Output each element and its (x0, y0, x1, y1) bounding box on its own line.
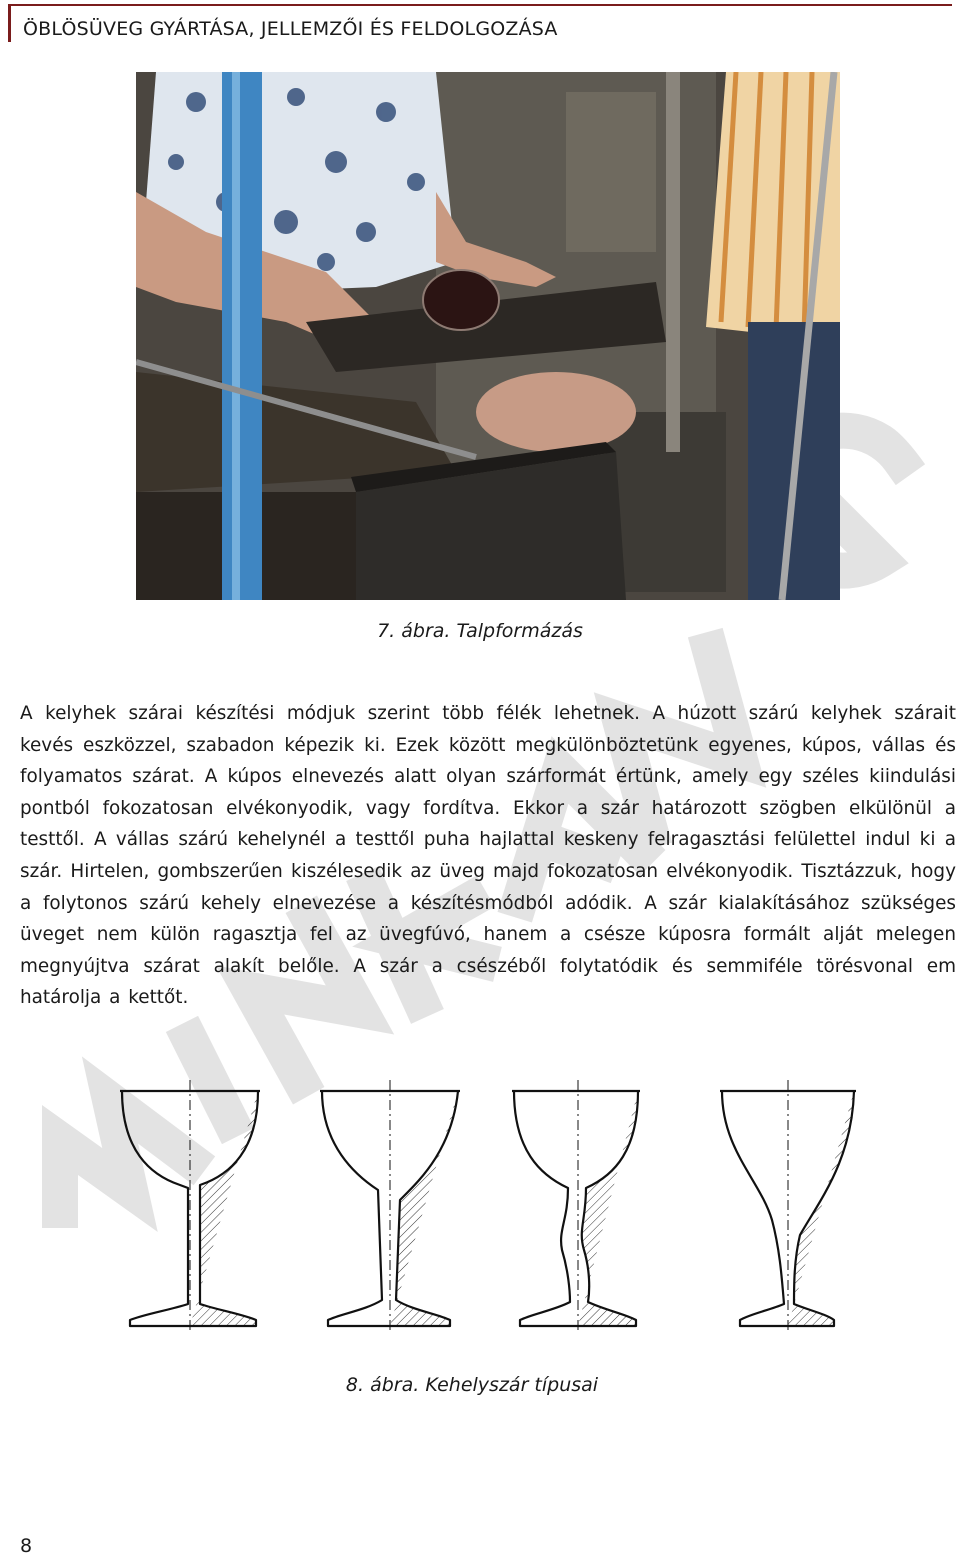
diagram-caption: 8. ábra. Kehelyszár típusai (345, 1374, 599, 1396)
goblet-straight-stem (120, 1080, 260, 1332)
photo-glassblower (136, 72, 840, 600)
photo-caption: 7. ábra. Talpformázás (377, 620, 583, 642)
page-number: 8 (20, 1535, 33, 1557)
header-title: ÖBLÖSÜVEG GYÁRTÁSA, JELLEMZŐI ÉS FELDOLGOZÁSA (23, 18, 558, 40)
goblet-stem-diagram (100, 1070, 860, 1342)
goblet-shouldered-stem (512, 1080, 640, 1332)
body-paragraph: A kelyhek szárai készítési módjuk szerint több félék lehetnek. A húzott szárú kelyhek szárait kevés eszközzel, szabadon képezik ki. Ezek között megkülönböztetünk egyenes, kúpos, vállas és folyamatos szárat. A kúpos elnevezés alatt olyan szárformát értünk, amely egy széles kiindulási pontból fokozatosan elvékonyodik, vagy fordítva. Ekkor a szár határozott szögben elkülönül a testtől. A vállas szárú kehelynél a testtől puha hajlattal keskeny felragasztási felülettel indul ki a szár. Hirtelen, gombszerűen kiszélesedik az üveg majd fokozatosan elvékonyodik. Tisztázzuk, hogy a folytonos szárú kehely elnevezése a készítésmódból adódik. A szár kialakításához szükséges üveget nem külön ragasztja fel az üvegfúvó, hanem a csésze kúposra formált alját melegen megnyújtva szárat alakít belőle. A szár a csészéből folytatódik és semmiféle törésvonal em határolja a kettőt. (20, 703, 956, 1009)
goblet-continuous-stem (720, 1080, 856, 1332)
goblet-conical-stem (320, 1080, 460, 1332)
page-header (8, 4, 952, 42)
